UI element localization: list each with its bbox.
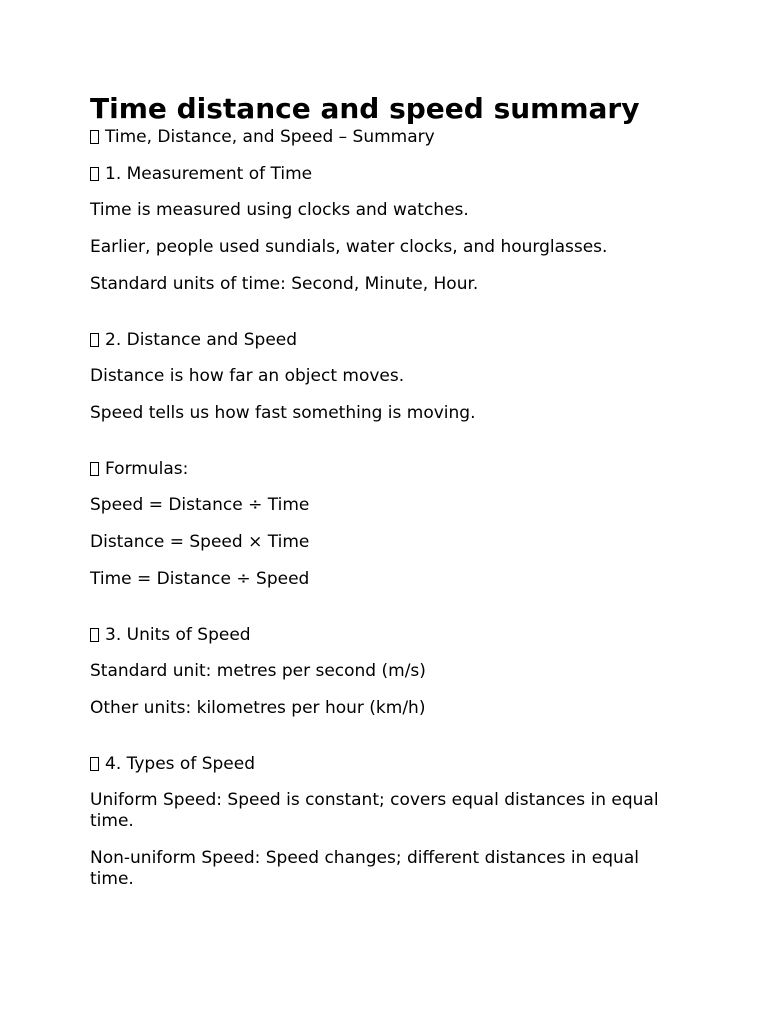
paragraph: Time is measured using clocks and watches. <box>90 200 469 220</box>
paragraph: Standard units of time: Second, Minute, Hour. <box>90 274 479 294</box>
section-spacer <box>90 440 672 458</box>
document-title: Time distance and speed summary <box>90 92 640 125</box>
subtitle-text: Time, Distance, and Speed – Summary <box>105 127 435 147</box>
missing-glyph-icon <box>90 130 99 144</box>
section-heading <box>90 163 672 185</box>
section-distance-and-speed <box>90 329 672 424</box>
section-spacer <box>90 311 672 329</box>
section-spacer <box>90 606 672 624</box>
formula-distance: Distance = Speed × Time <box>90 532 310 552</box>
section-heading-text: Formulas: <box>105 459 189 479</box>
section-heading-text: 1. Measurement of Time <box>105 164 313 184</box>
section-measurement-of-time <box>90 163 672 295</box>
section-formulas <box>90 458 672 590</box>
section-types-of-speed <box>90 753 672 890</box>
paragraph: Non-uniform Speed: Speed changes; different distances in equal time. <box>90 848 639 889</box>
formula-speed: Speed = Distance ÷ Time <box>90 495 310 515</box>
section-heading-text: 4. Types of Speed <box>105 754 256 774</box>
paragraph: Distance is how far an object moves. <box>90 366 405 386</box>
section-spacer <box>90 735 672 753</box>
missing-glyph-icon <box>90 167 99 181</box>
paragraph: Speed tells us how fast something is moving. <box>90 403 476 423</box>
section-units-of-speed <box>90 624 672 719</box>
section-heading-text: 3. Units of Speed <box>105 625 251 645</box>
missing-glyph-icon <box>90 462 99 476</box>
paragraph: Standard unit: metres per second (m/s) <box>90 661 426 681</box>
missing-glyph-icon <box>90 333 99 347</box>
section-heading-text: 2. Distance and Speed <box>105 330 298 350</box>
missing-glyph-icon <box>90 757 99 771</box>
section-heading <box>90 458 672 480</box>
section-heading <box>90 329 672 351</box>
formula-time: Time = Distance ÷ Speed <box>90 569 310 589</box>
missing-glyph-icon <box>90 628 99 642</box>
document-subtitle <box>90 126 672 148</box>
paragraph: Other units: kilometres per hour (km/h) <box>90 698 426 718</box>
paragraph: Uniform Speed: Speed is constant; covers equal distances in equal time. <box>90 790 659 831</box>
paragraph: Earlier, people used sundials, water clocks, and hourglasses. <box>90 237 608 257</box>
section-heading <box>90 753 672 775</box>
section-heading <box>90 624 672 646</box>
